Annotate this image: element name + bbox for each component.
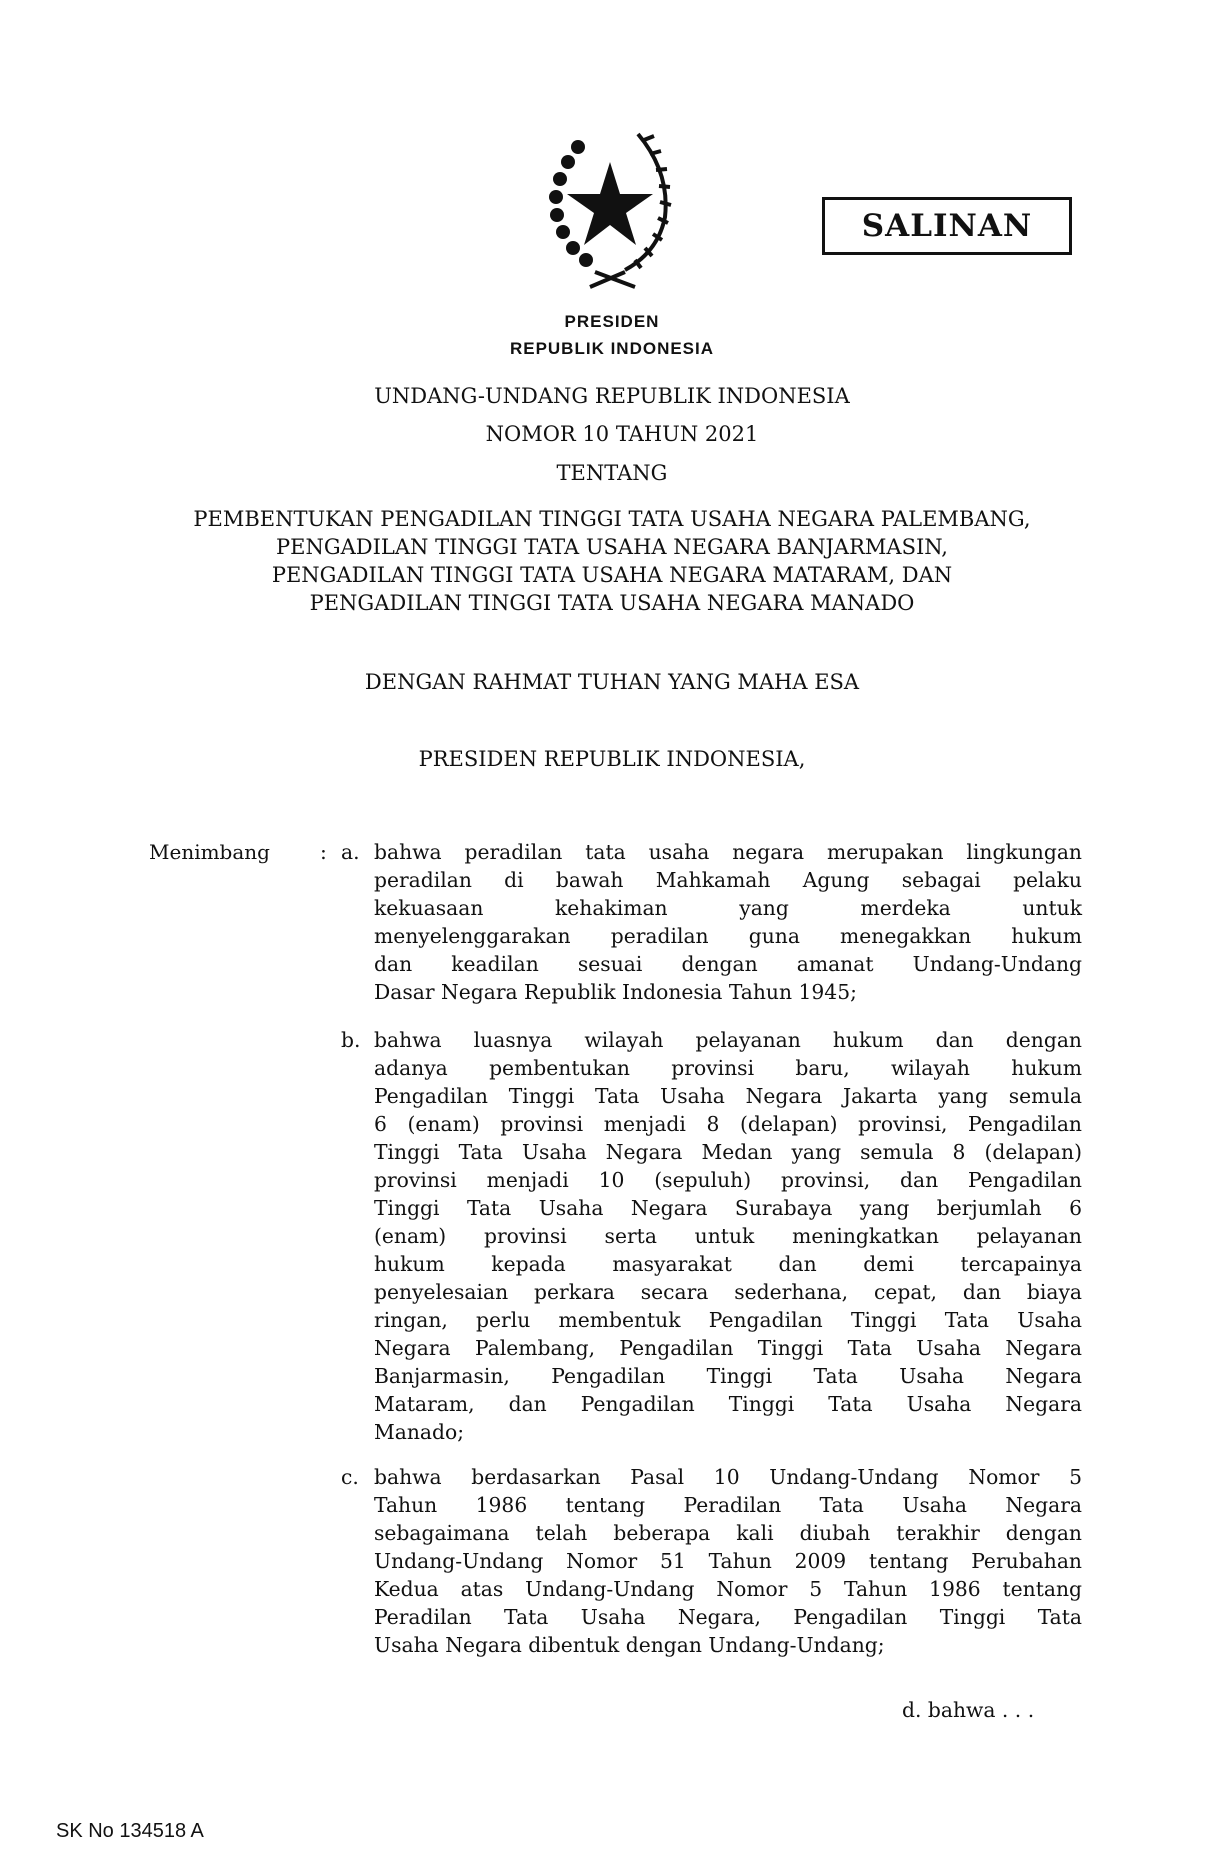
paragraph-line: Peradilan Tata Usaha Negara, Pengadilan Tinggi Tata [374, 1605, 1082, 1629]
paragraph-line: ringan, perlu membentuk Pengadilan Tinggi Tata Usaha [374, 1308, 1082, 1332]
paragraph-line: Mataram, dan Pengadilan Tinggi Tata Usaha Negara [374, 1392, 1082, 1416]
paragraph-line: sebagaimana telah beberapa kali diubah terakhir dengan [374, 1521, 1082, 1545]
salinan-stamp: SALINAN [822, 197, 1072, 255]
item-a-marker: a. [341, 840, 360, 864]
considering-label: Menimbang [149, 840, 270, 864]
blessing: DENGAN RAHMAT TUHAN YANG MAHA ESA [364, 670, 860, 694]
footer-code: SK No 134518 A [56, 1820, 204, 1842]
paragraph-line: Manado; [374, 1420, 465, 1444]
paragraph-line: (enam) provinsi serta untuk meningkatkan pelayanan [374, 1224, 1082, 1248]
paragraph-line: peradilan di bawah Mahkamah Agung sebagai pelaku [374, 868, 1082, 892]
considering-item-a [374, 838, 1082, 1006]
considering-colon: : [320, 840, 327, 864]
president-heading: PRESIDEN REPUBLIK INDONESIA, [418, 747, 806, 771]
paragraph-line: Pengadilan Tinggi Tata Usaha Negara Jakarta yang semula [374, 1084, 1082, 1108]
paragraph-line: dan keadilan sesuai dengan amanat Undang-Undang [374, 952, 1082, 976]
paragraph-line: Dasar Negara Republik Indonesia Tahun 1945; [374, 980, 857, 1004]
paragraph-line: menyelenggarakan peradilan guna menegakkan hukum [374, 924, 1082, 948]
paragraph-line: Tinggi Tata Usaha Negara Surabaya yang berjumlah 6 [374, 1196, 1082, 1220]
item-c-marker: c. [341, 1465, 359, 1489]
law-title-line-3: PENGADILAN TINGGI TATA USAHA NEGARA MATARAM, DAN [271, 563, 953, 587]
paragraph-line: penyelesaian perkara secara sederhana, cepat, dan biaya [374, 1280, 1082, 1304]
considering-item-b [374, 1026, 1082, 1446]
law-title-line-2: PENGADILAN TINGGI TATA USAHA NEGARA BANJARMASIN, [276, 535, 948, 559]
paragraph-line: bahwa luasnya wilayah pelayanan hukum dan dengan [374, 1028, 1082, 1052]
paragraph-line: 6 (enam) provinsi menjadi 8 (delapan) provinsi, Pengadilan [374, 1112, 1082, 1136]
law-title-line-1: PEMBENTUKAN PENGADILAN TINGGI TATA USAHA NEGARA PALEMBANG, [193, 507, 1031, 531]
paragraph-line: kekuasaan kehakiman yang merdeka untuk [374, 896, 1082, 920]
paragraph-line: bahwa peradilan tata usaha negara merupakan lingkungan [374, 840, 1082, 864]
paragraph-line: provinsi menjadi 10 (sepuluh) provinsi, dan Pengadilan [374, 1168, 1082, 1192]
presidential-emblem [540, 122, 680, 292]
about-label: TENTANG [556, 461, 668, 485]
paragraph-line: Tinggi Tata Usaha Negara Medan yang semula 8 (delapan) [374, 1140, 1082, 1164]
law-type: UNDANG-UNDANG REPUBLIK INDONESIA [374, 384, 850, 408]
item-b-marker: b. [341, 1028, 361, 1052]
paragraph-line: bahwa berdasarkan Pasal 10 Undang-Undang Nomor 5 [374, 1465, 1082, 1489]
law-title-line-4: PENGADILAN TINGGI TATA USAHA NEGARA MANADO [309, 591, 915, 615]
paragraph-line: Undang-Undang Nomor 51 Tahun 2009 tentang Perubahan [374, 1549, 1082, 1573]
law-number: NOMOR 10 TAHUN 2021 [485, 422, 759, 446]
paragraph-line: adanya pembentukan provinsi baru, wilayah hukum [374, 1056, 1082, 1080]
paragraph-line: Usaha Negara dibentuk dengan Undang-Undang; [374, 1633, 885, 1657]
paragraph-line: Tahun 1986 tentang Peradilan Tata Usaha Negara [374, 1493, 1082, 1517]
paragraph-line: hukum kepada masyarakat dan demi tercapainya [374, 1252, 1082, 1276]
emblem-caption-line-1: PRESIDEN [564, 312, 660, 331]
paragraph-line: Negara Palembang, Pengadilan Tinggi Tata Usaha Negara [374, 1336, 1082, 1360]
paragraph-line: Kedua atas Undang-Undang Nomor 5 Tahun 1986 tentang [374, 1577, 1082, 1601]
emblem-caption-line-2: REPUBLIK INDONESIA [509, 339, 715, 358]
paragraph-line: Banjarmasin, Pengadilan Tinggi Tata Usaha Negara [374, 1364, 1082, 1388]
continuation-text: d. bahwa . . . [902, 1698, 1035, 1722]
considering-item-c [374, 1463, 1082, 1659]
